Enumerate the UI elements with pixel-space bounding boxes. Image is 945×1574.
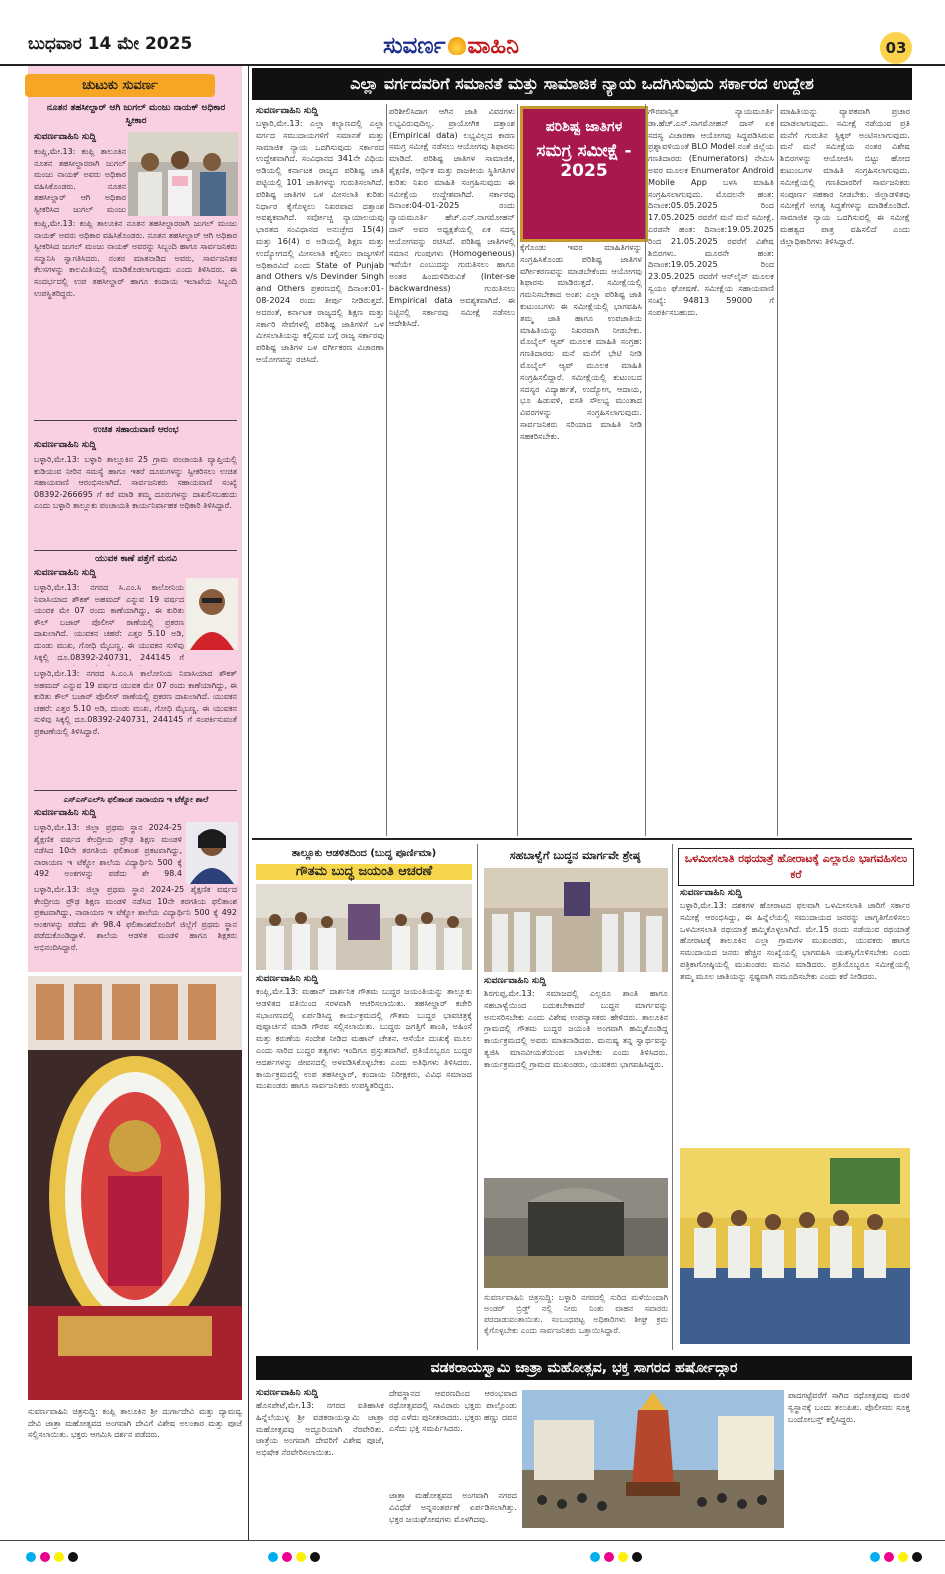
page-number: 03 bbox=[880, 32, 912, 64]
column-rule bbox=[645, 104, 646, 836]
column-rule bbox=[672, 844, 673, 1350]
peace-byline: ಸುವರ್ಣವಾಹಿನಿ ಸುದ್ದಿ bbox=[484, 976, 547, 986]
registration-mark bbox=[268, 1552, 278, 1562]
lead-column-1: ಬಳ್ಳಾರಿ,ಮೇ.13: ಎಲ್ಲಾ ಕಲ್ಯಾಣದಲ್ಲಿ ಎಲ್ಲಾ ವರ್ಗದ ಸಮುದಾಯಗಳಿಗೆ ಸಮಾನತೆ ಮತ್ತು ಸಾಮಾಜಿಕ ನ್ಯಾಯ ಒದಗಿಸುವುದು ಸರ್ಕಾರದ ಉದ್ದೇಶವಾಗಿದೆ. ಸಂವಿಧಾನದ 341ನೇ ವಿಧಿಯ ಅಡಿಯಲ್ಲಿ ಕರ್ನಾಟಕ ರಾಜ್ಯದ ಪರಿಶಿಷ್ಟ ಜಾತಿ ಪಟ್ಟಿಯಲ್ಲಿ 101 ಜಾತಿಗಳನ್ನು ಗುರುತಿಸಲಾಗಿದೆ. ಪರಿಶಿಷ್ಟ ಜಾತಿಗಳ ಒಳ ಮೀಸಲಾತಿ ಕುರಿತು ನಿರ್ಧಾರ ಕೈಗೊಳ್ಳಲು ನಿಖರವಾದ ದತ್ತಾಂಶ ಅವಶ್ಯಕವಾಗಿದೆ. ಸರ್ವೋಚ್ಚ ನ್ಯಾಯಾಲಯವು ಭಾರತದ ಸಂವಿಧಾನದ ಅನುಚ್ಛೇದ 15(4) ಮತ್ತು 16(4) ರ ಅಡಿಯಲ್ಲಿ ಶಿಕ್ಷಣ ಮತ್ತು ಉದ್ಯೋಗದಲ್ಲಿ ಮೀಸಲಾತಿ ಕಲ್ಪಿಸಲು ರಾಜ್ಯಗಳಿಗೆ ಅಧಿಕಾರವಿದೆ ಎಂದು State of Punjab and Others v/s Devinder Singh and Others ಪ್ರಕರಣದಲ್ಲಿ ದಿನಾಂಕ:01-08-2024 ರಂದು ತೀರ್ಪು ನೀಡಿರುತ್ತದೆ. ಅದರಂತೆ, ಕರ್ನಾಟಕ ರಾಜ್ಯದಲ್ಲಿ ಶಿಕ್ಷಣ ಮತ್ತು ಸರ್ಕಾರಿ ಸೇವೆಗಳಲ್ಲಿ ಪರಿಶಿಷ್ಟ ಜಾತಿಗಳಿಗೆ ಒಳ ಮೀಸಲಾತಿಯನ್ನು ಕಲ್ಪಿಸುವ ಬಗ್ಗೆ ರಾಜ್ಯ ಸರ್ಕಾರವು ಪರಿಶಿಷ್ಟ ಜಾತಿಗಳ ಒಳ ವರ್ಗೀಕರಣ ವಿಚಾರಣಾ ಆಯೋಗವನ್ನು ರಚಿಸಿದೆ. bbox=[256, 118, 384, 364]
buddha-jayanti-photo bbox=[256, 884, 472, 970]
registration-mark bbox=[68, 1552, 78, 1562]
jatra-column-1: ಹೊಸಪೇಟೆ,ಮೇ.13: ನಗರದ ಐತಿಹಾಸಿಕ ಹಿನ್ನೆಲೆಯುಳ್ಳ ಶ್ರೀ ವಡಕರಾಯಸ್ವಾಮಿ ಜಾತ್ರಾ ಮಹೋತ್ಸವವು ಅದ್ದೂರಿಯಾಗಿ ನೆರವೇರಿತು. ಜಾತ್ರೆಯ ಅಂಗವಾಗಿ ದೇವರಿಗೆ ವಿಶೇಷ ಪೂಜೆ, ಅಭಿಷೇಕ ನೆರವೇರಿಸಲಾಯಿತು. bbox=[256, 1400, 384, 1458]
buddha-byline: ಸುವರ್ಣವಾಹಿನಿ ಸುದ್ದಿ bbox=[256, 974, 319, 984]
registration-mark bbox=[26, 1552, 36, 1562]
brief2-text: ಬಳ್ಳಾರಿ,ಮೇ.13: ಬಳ್ಳಾರಿ ತಾಲ್ಲೂಕಿನ 25 ಗ್ರಾಮ ಪಂಚಾಯತಿ ವ್ಯಾಪ್ತಿಯಲ್ಲಿ ಕುಡಿಯುವ ನೀರಿನ ಸಮಸ್ಯೆ ಹಾಗೂ ಇತರೆ ದೂರುಗಳನ್ನು ಸ್ವೀಕರಿಸಲು ಉಚಿತ ಸಹಾಯವಾಣಿ ಆರಂಭಿಸಲಾಗಿದೆ. ಸಾರ್ವಜನಿಕರು ಸಹಾಯವಾಣಿ ಸಂಖ್ಯೆ 08392-266695 ಗೆ ಕರೆ ಮಾಡಿ ತಮ್ಮ ದೂರುಗಳನ್ನು ದಾಖಲಿಸಬಹುದು ಎಂದು ಬಳ್ಳಾರಿ ತಾಲ್ಲೂಕು ಪಂಚಾಯತಿ ಕಾರ್ಯನಿರ್ವಾಹಕ ಅಧಿಕಾರಿ ತಿಳಿಸಿದ್ದಾರೆ. bbox=[34, 455, 237, 511]
brief4-text-top: ಬಳ್ಳಾರಿ,ಮೇ.13: ಜಿಲ್ಲಾ ಪ್ರಥಮ ಸ್ಥಾನ 2024-25 ಶೈಕ್ಷಣಿಕ ವರ್ಷದ ಕೇಂದ್ರೀಯ ಪ್ರೌಢ ಶಿಕ್ಷಣ ಮಂಡಳಿ ನಡೆಸಿದ 10ನೇ ತರಗತಿಯ ಫಲಿತಾಂಶ ಪ್ರಕಟವಾಗಿದ್ದು, ನಾರಾಯಣ ಇ ಟೆಕ್ನೋ ಶಾಲೆಯ ವಿದ್ಯಾರ್ಥಿನಿ 500 ಕ್ಕೆ 492 ಅಂಕಗಳನ್ನು ಪಡೆದು ಶೇ 98.4 bbox=[34, 823, 182, 879]
ribbon-line1: ಪರಿಶಿಷ್ಟ ಜಾತಿಗಳ bbox=[545, 119, 623, 135]
rally-text: ಬಳ್ಳಾರಿ,ಮೇ.13: ದಶಕಗಳ ಹೋರಾಟದ ಫಲವಾಗಿ ಒಳಮೀಸಲಾತಿ ಜಾರಿಗೆ ಸರ್ಕಾರ ಸಮೀಕ್ಷೆ ಆರಂಭಿಸಿದ್ದು, ಈ ಹಿನ್ನೆಲೆಯಲ್ಲಿ ಸಮುದಾಯದ ಜನರನ್ನು ಜಾಗೃತಿಗೊಳಿಸಲು ಒಳಮೀಸಲಾತಿ ರಥಯಾತ್ರೆ ಹಮ್ಮಿಕೊಳ್ಳಲಾಗಿದೆ. ಮೇ.15 ರಂದು ನಡೆಯುವ ರಥಯಾತ್ರೆ ಹೋರಾಟಕ್ಕೆ ತಾಲೂಕಿನ ಎಲ್ಲಾ ಗ್ರಾಮಗಳ ಮುಖಂಡರು, ಯುವಕರು ಹಾಗೂ ಸಮುದಾಯದ ಜನರು ಹೆಚ್ಚಿನ ಸಂಖ್ಯೆಯಲ್ಲಿ ಭಾಗವಹಿಸಿ ಯಶಸ್ವಿಗೊಳಿಸಬೇಕು ಎಂದು ಪತ್ರಿಕಾಗೋಷ್ಠಿಯಲ್ಲಿ ಮುಖಂಡರು ಮನವಿ ಮಾಡಿದರು. ಪ್ರತಿಯೊಬ್ಬರೂ ಸಮೀಕ್ಷೆಯಲ್ಲಿ ತಮ್ಮ ಮೂಲ ಜಾತಿಯನ್ನು ಸ್ಪಷ್ಟವಾಗಿ ನಮೂದಿಸಬೇಕು ಎಂದು ಕರೆ ನೀಡಿದರು. bbox=[680, 900, 910, 981]
rally-byline: ಸುವರ್ಣವಾಹಿನಿ ಸುದ್ದಿ bbox=[680, 888, 743, 898]
registration-mark bbox=[618, 1552, 628, 1562]
peace-event-photo bbox=[484, 868, 668, 972]
brief2-byline: ಸುವರ್ಣವಾಹಿನಿ ಸುದ್ದಿ bbox=[34, 440, 97, 450]
registration-mark bbox=[310, 1552, 320, 1562]
press-meet-photo bbox=[680, 1148, 910, 1344]
buddha-text: ಕಂಪ್ಲಿ,ಮೇ.13: ಮಹಾನ್ ದಾರ್ಶನಿಕ ಗೌತಮ ಬುದ್ಧರ ಜಯಂತಿಯನ್ನು ತಾಲ್ಲೂಕು ಆಡಳಿತದ ವತಿಯಿಂದ ಸರಳವಾಗಿ ಆಚರಿಸಲಾಯಿತು. ತಹಸೀಲ್ದಾರ್ ಕಚೇರಿ ಸಭಾಂಗಣದಲ್ಲಿ ಏರ್ಪಡಿಸಿದ್ದ ಕಾರ್ಯಕ್ರಮದಲ್ಲಿ ಗೌತಮ ಬುದ್ಧರ ಭಾವಚಿತ್ರಕ್ಕೆ ಪುಷ್ಪಾರ್ಚನೆ ಮಾಡಿ ಗೌರವ ಸಲ್ಲಿಸಲಾಯಿತು. ಬುದ್ಧರು ಜಗತ್ತಿಗೆ ಶಾಂತಿ, ಅಹಿಂಸೆ ಮತ್ತು ಕರುಣೆಯ ಸಂದೇಶ ನೀಡಿದ ಮಹಾನ್ ಚೇತನ. ಆಸೆಯೇ ದುಃಖಕ್ಕೆ ಮೂಲ ಎಂದು ಸಾರಿದ ಬುದ್ಧರ ತತ್ವಗಳು ಇಂದಿಗೂ ಪ್ರಸ್ತುತವಾಗಿವೆ. ಪ್ರತಿಯೊಬ್ಬರೂ ಬುದ್ಧರ ಆದರ್ಶಗಳನ್ನು ಜೀವನದಲ್ಲಿ ಅಳವಡಿಸಿಕೊಳ್ಳಬೇಕು ಎಂದು ಅತಿಥಿಗಳು ತಿಳಿಸಿದರು. ಕಾರ್ಯಕ್ರಮದಲ್ಲಿ ಉಪ ತಹಸೀಲ್ದಾರ್, ಕಂದಾಯ ನಿರೀಕ್ಷಕರು, ವಿವಿಧ ಸಮಾಜದ ಮುಖಂಡರು ಹಾಗೂ ಸಾರ್ವಜನಿಕರು ಉಪಸ್ಥಿತರಿದ್ದರು. bbox=[256, 986, 472, 1091]
registration-mark bbox=[898, 1552, 908, 1562]
brief4-byline: ಸುವರ್ಣವಾಹಿನಿ ಸುದ್ದಿ bbox=[34, 808, 97, 818]
brief1-headline: ನೂತನ ತಹಸೀಲ್ದಾರ್ ಆಗಿ ಜುಗಲ್ ಮಂಜು ನಾಯಕ್ ಅಧಿಕಾರ ಸ್ವೀಕಾರ bbox=[46, 103, 226, 126]
brand-part1: ಸುವರ್ಣ bbox=[383, 32, 446, 59]
buddha-headline: ಗೌತಮ ಬುದ್ಧ ಜಯಂತಿ ಆಚರಣೆ bbox=[256, 864, 472, 880]
brief3-headline: ಯುವಕ ಕಾಣೆ ಪತ್ತೆಗೆ ಮನವಿ bbox=[95, 554, 177, 564]
brief2-headline: ಉಚಿತ ಸಹಾಯವಾಣಿ ಆರಂಭ bbox=[93, 425, 179, 435]
lead-column-3: ಕ್ಕೆಗೊಂಡು ಇವರ ಮಾಹಿತಿಗಳನ್ನು ಸಂಗ್ರಹಿಸಿಕೊಂಡು ಪರಿಶಿಷ್ಟ ಜಾತಿಗಳ ವರ್ಗೀಕರಣವನ್ನು ಮಾಡಬೇಕೆಂದು ಆಯೋಗವು ಶಿಫಾರಸು ಮಾಡಿರುತ್ತದೆ. ಸಮೀಕ್ಷೆಯಲ್ಲಿ ಗಮನಿಸಬೇಕಾದ ಅಂಶ: ಎಲ್ಲಾ ಪರಿಶಿಷ್ಟ ಜಾತಿ ಕುಟುಂಬಗಳು ಈ ಸಮೀಕ್ಷೆಯಲ್ಲಿ ಭಾಗವಹಿಸಿ ತಮ್ಮ ಜಾತಿ ಹಾಗೂ ಉಪಜಾತಿಯ ಮಾಹಿತಿಯನ್ನು ನಿಖರವಾಗಿ ನೀಡಬೇಕು. ಮೊಬೈಲ್ ಆ್ಯಪ್ ಮೂಲಕ ಮಾಹಿತಿ ಸಂಗ್ರಹ: ಗಣತಿದಾರರು ಮನೆ ಮನೆಗೆ ಭೇಟಿ ನೀಡಿ ಮೊಬೈಲ್ ಆ್ಯಪ್ ಮೂಲಕ ಮಾಹಿತಿ ಸಂಗ್ರಹಿಸಲಿದ್ದಾರೆ. ಸಮೀಕ್ಷೆಯಲ್ಲಿ ಕುಟುಂಬದ ಸದಸ್ಯರ ವಿದ್ಯಾರ್ಹತೆ, ಉದ್ಯೋಗ, ಆದಾಯ, ಭೂ ಹಿಡುವಳಿ, ವಸತಿ ಸೌಲಭ್ಯ ಮುಂತಾದ ವಿವರಗಳನ್ನು ಸಂಗ್ರಹಿಸಲಾಗುವುದು. ಸಾರ್ವಜನಿಕರು ಸರಿಯಾದ ಮಾಹಿತಿ ನೀಡಿ ಸಹಕರಿಸಬೇಕು. bbox=[520, 242, 642, 441]
registration-mark bbox=[296, 1552, 306, 1562]
registration-mark bbox=[870, 1552, 880, 1562]
column-rule bbox=[477, 844, 478, 1350]
column-rule bbox=[386, 104, 387, 836]
column-rule bbox=[777, 104, 778, 836]
issue-date: ಬುಧವಾರ 14 ಮೇ 2025 bbox=[28, 34, 193, 54]
lead-column-4: ಗೌರವಾನ್ವಿತ ನ್ಯಾಯಮೂರ್ತಿ ಡಾ.ಹೆಚ್.ಎನ್.ನಾಗಮೋಹನ್ ದಾಸ್ ಏಕ ಸದಸ್ಯ ವಿಚಾರಣಾ ಆಯೋಗವು ಸಿದ್ಧಪಡಿಸಿರುವ ಪ್ರಶ್ನಾವಳಿಯಂತೆ BLO Model ನಂತೆ ಜಿಲ್ಲೆಯ ಗಣತಿದಾರರು (Enumerators) ನೇಮಿಸಿ ಅವರ ಮೂಲಕ Enumerator Android Mobile App ಬಳಸಿ ಮಾಹಿತಿ ಸಂಗ್ರಹಿಸಲಾಗುವುದು. ಮೊದಲನೇ ಹಂತ: ದಿನಾಂಕ:05.05.2025 ರಿಂದ 17.05.2025 ರವರೆಗೆ ಮನೆ ಮನೆ ಸಮೀಕ್ಷೆ. ಎರಡನೇ ಹಂತ: ದಿನಾಂಕ:19.05.2025 ರಿಂದ 21.05.2025 ರವರೆಗೆ ವಿಶೇಷ ಶಿಬಿರಗಳು. ಮೂರನೇ ಹಂತ: ದಿನಾಂಕ:19.05.2025 ರಿಂದ 23.05.2025 ರವರೆಗೆ ಆನ್‌ಲೈನ್ ಮೂಲಕ ಸ್ವಯಂ ಘೋಷಣೆ. ಸಮೀಕ್ಷೆಯ ಸಹಾಯವಾಣಿ ಸಂಖ್ಯೆ: 94813 59000 ಗೆ ಸಂಪರ್ಕಿಸಬಹುದು. bbox=[648, 106, 774, 317]
lead-byline: ಸುವರ್ಣವಾಹಿನಿ ಸುದ್ದಿ bbox=[256, 106, 319, 116]
registration-mark bbox=[604, 1552, 614, 1562]
registration-mark bbox=[632, 1552, 642, 1562]
divider bbox=[34, 420, 237, 421]
missing-youth-photo bbox=[186, 578, 238, 650]
temple-deity-photo bbox=[28, 976, 242, 1400]
registration-mark bbox=[884, 1552, 894, 1562]
registration-mark bbox=[40, 1552, 50, 1562]
registration-mark bbox=[912, 1552, 922, 1562]
briefs-section-title: ಚುಟುಕು ಸುವರ್ಣ bbox=[25, 74, 215, 97]
rally-headline: ಒಳಮೀಸಲಾತಿ ರಥಯಾತ್ರೆ ಹೋರಾಟಕ್ಕೆ ಎಲ್ಲಾರೂ ಭಾಗವಹಿಸಲು ಕರೆ bbox=[678, 848, 914, 886]
jatra-column-4: ಪಾದಗಟ್ಟೆವರೆಗೆ ಸಾಗಿದ ರಥೋತ್ಸವವು ಮರಳಿ ಸ್ವಸ್ಥಾನಕ್ಕೆ ಬಂದು ತಲುಪಿತು. ಪೊಲೀಸರು ಸೂಕ್ತ ಬಂದೋಬಸ್ತ್ ಕಲ್ಪಿಸಿದ್ದರು. bbox=[788, 1390, 910, 1424]
brief3-text-top: ಬಳ್ಳಾರಿ,ಮೇ.13: ನಗರದ ಸಿ.ಎಂ.ಸಿ ಕಾಲೋನಿಯ ನಿವಾಸಿಯಾದ ಶೌಕತ್ ಅಹಮದ್ ಎನ್ನುವ 19 ವರ್ಷದ ಯುವಕ ಮೇ 07 ರಂದು ಕಾಣೆಯಾಗಿದ್ದು, ಈ ಕುರಿತು ಕೌಲ್ ಬಜಾರ್ ಪೊಲೀಸ್ ಠಾಣೆಯಲ್ಲಿ ಪ್ರಕರಣ ದಾಖಲಾಗಿದೆ. ಯುವಕನ ಚಹರೆ: ಎತ್ತರ 5.10 ಅಡಿ, ದುಂಡು ಮುಖ, ಗೋಧಿ ಮೈಬಣ್ಣ. ಈ ಯುವಕನ ಸುಳಿವು ಸಿಕ್ಕಲ್ಲಿ ದೂ.08392-240731, 244145 ಗೆ bbox=[34, 583, 184, 662]
ribbon-line2: ಸಮಗ್ರ ಸಮೀಕ್ಷೆ - 2025 bbox=[536, 141, 632, 181]
brief4-headline: ಎಸ್ಎಸ್ಎಲ್‌ಸಿ ಫಲಿತಾಂಶ ನಾರಾಯಣ ಇ ಟೆಕ್ನೋ ಶಾಲೆ bbox=[63, 795, 209, 804]
buddha-kicker: ತಾಲ್ಲೂಕು ಆಡಳಿತದಿಂದ (ಬುದ್ಧ ಪೂರ್ಣಿಮಾ) bbox=[291, 848, 437, 859]
brief3-byline: ಸುವರ್ಣವಾಹಿನಿ ಸುದ್ದಿ bbox=[34, 568, 97, 578]
topper-student-photo bbox=[186, 822, 238, 884]
peace-text: ಶಿರಗುಪ್ಪ,ಮೇ.13: ಸಮಾಜದಲ್ಲಿ ಎಲ್ಲರೂ ಶಾಂತಿ ಹಾಗೂ ಸಹಬಾಳ್ವೆಯಿಂದ ಬದುಕಬೇಕಾದರೆ ಬುದ್ಧನ ಮಾರ್ಗವನ್ನು ಅನುಸರಿಸಬೇಕು ಎಂದು ವಿಶೇಷ ಉಪನ್ಯಾಸಕರು ಹೇಳಿದರು. ತಾಲೂಕಿನ ಗ್ರಾಮದಲ್ಲಿ ಗೌತಮ ಬುದ್ಧರ ಜಯಂತಿ ಅಂಗವಾಗಿ ಹಮ್ಮಿಕೊಂಡಿದ್ದ ಕಾರ್ಯಕ್ರಮದಲ್ಲಿ ಅವರು ಮಾತನಾಡಿದರು. ಮನುಷ್ಯ ತನ್ನ ಸ್ವಾರ್ಥವನ್ನು ತ್ಯಜಿಸಿ ಮಾನವೀಯತೆಯಿಂದ ಬಾಳಬೇಕು ಎಂದು ತಿಳಿಸಿದರು. ಕಾರ್ಯಕ್ರಮದಲ್ಲಿ ಗ್ರಾಮದ ಮುಖಂಡರು, ಯುವಕರು ಭಾಗವಹಿಸಿದ್ದರು. bbox=[484, 988, 668, 1069]
divider bbox=[34, 790, 237, 791]
temple-photo-caption: ಸುವರ್ಣವಾಹಿನಿ ಚಿತ್ರಸುದ್ದಿ: ಕಂಪ್ಲಿ ತಾಲೂಕಿನ ಶ್ರೀ ದುರ್ಗಾದೇವಿ ಮತ್ತು ದ್ಯಾಮವ್ವ ದೇವಿ ಜಾತ್ರಾ ಮಹೋತ್ಸವದ ಅಂಗವಾಗಿ ದೇವಿಗೆ ವಿಶೇಷ ಅಲಂಕಾರ ಮತ್ತು ಪೂಜೆ ಸಲ್ಲಿಸಲಾಯಿತು. ಭಕ್ತರು ಆಗಮಿಸಿ ದರ್ಶನ ಪಡೆದರು. bbox=[28, 1407, 242, 1440]
registration-mark bbox=[54, 1552, 64, 1562]
column-rule bbox=[517, 104, 518, 836]
underpass-caption: ಸುವರ್ಣವಾಹಿನಿ ಚಿತ್ರಸುದ್ದಿ: ಬಳ್ಳಾರಿ ನಗರದಲ್ಲಿ ಸುರಿದ ಮಳೆಯಿಂದಾಗಿ ಅಂಡರ್ ಬ್ರಿಡ್ಜ್ ನಲ್ಲಿ ನೀರು ನಿಂತು ವಾಹನ ಸವಾರರು ಪರದಾಡುವಂತಾಯಿತು. ಸಂಬಂಧಪಟ್ಟ ಅಧಿಕಾರಿಗಳು ಶೀಘ್ರ ಕ್ರಮ ಕೈಗೊಳ್ಳಬೇಕು ಎಂದು ಸಾರ್ವಜನಿಕರು ಒತ್ತಾಯಿಸಿದ್ದಾರೆ. bbox=[484, 1293, 668, 1335]
jatra-byline: ಸುವರ್ಣವಾಹಿನಿ ಸುದ್ದಿ bbox=[256, 1388, 319, 1398]
flooded-underpass-photo bbox=[484, 1178, 668, 1288]
lead-banner-headline: ಎಲ್ಲಾ ವರ್ಗದವರಿಗೆ ಸಮಾನತೆ ಮತ್ತು ಸಾಮಾಜಿಕ ನ್ಯಾಯ ಒದಗಿಸುವುದು ಸರ್ಕಾರದ ಉದ್ದೇಶ bbox=[252, 68, 912, 100]
divider bbox=[252, 838, 912, 840]
brief1-text: ಕಂಪ್ಲಿ,ಮೇ.13: ಕಂಪ್ಲಿ ತಾಲೂಕಿನ ನೂತನ ತಹಸೀಲ್ದಾರರಾಗಿ ಜುಗಲ್ ಮಂಜು ನಾಯಕ್ ಅವರು ಅಧಿಕಾರ ವಹಿಸಿಕೊಂಡರು. ನೂತನ ತಹಸೀಲ್ದಾರ್ ಆಗಿ ಅಧಿಕಾರ ಸ್ವೀಕರಿಸಿದ ಜುಗಲ್ ಮಂಜು ನಾಯಕ್ ಅವರನ್ನು ಸಿಬ್ಬಂದಿ ಹಾಗೂ ಸಾರ್ವಜನಿಕರು ಸನ್ಮಾನಿಸಿ ಸ್ವಾಗತಿಸಿದರು. ನಂತರ ಮಾತನಾಡಿದ ಅವರು, ಸಾರ್ವಜನಿಕರ ಕೆಲಸಗಳನ್ನು ಕಾಲಮಿತಿಯಲ್ಲಿ ಮಾಡಿಕೊಡಲಾಗುವುದು ಎಂದು ತಿಳಿಸಿದರು. ಈ ಸಂದರ್ಭದಲ್ಲಿ ಉಪ ತಹಸೀಲ್ದಾರ್ ಹಾಗೂ ಕಂದಾಯ ಇಲಾಖೆಯ ಸಿಬ್ಬಂದಿ ಉಪಸ್ಥಿತರಿದ್ದರು. bbox=[34, 219, 237, 298]
brand-logo bbox=[383, 32, 519, 59]
jatra-headline: ವಡಕರಾಯಸ್ವಾಮಿ ಜಾತ್ರಾ ಮಹೋತ್ಸವ, ಭಕ್ತ ಸಾಗರದ ಹರ್ಷೋದ್ಗಾರ bbox=[256, 1356, 912, 1380]
masthead bbox=[0, 0, 945, 66]
footer-rule bbox=[0, 1540, 945, 1541]
registration-mark bbox=[590, 1552, 600, 1562]
brief4-text: ಬಳ್ಳಾರಿ,ಮೇ.13: ಜಿಲ್ಲಾ ಪ್ರಥಮ ಸ್ಥಾನ 2024-25 ಶೈಕ್ಷಣಿಕ ವರ್ಷದ ಕೇಂದ್ರೀಯ ಪ್ರೌಢ ಶಿಕ್ಷಣ ಮಂಡಳಿ ನಡೆಸಿದ 10ನೇ ತರಗತಿಯ ಫಲಿತಾಂಶ ಪ್ರಕಟವಾಗಿದ್ದು, ನಾರಾಯಣ ಇ ಟೆಕ್ನೋ ಶಾಲೆಯ ವಿದ್ಯಾರ್ಥಿನಿ 500 ಕ್ಕೆ 492 ಅಂಕಗಳನ್ನು ಪಡೆದು ಶೇ 98.4 ಫಲಿತಾಂಶದೊಂದಿಗೆ ಜಿಲ್ಲೆಗೆ ಪ್ರಥಮ ಸ್ಥಾನ ಪಡೆದುಕೊಂಡಿದ್ದಾಳೆ. ಶಾಲೆಯ ಆಡಳಿತ ಮಂಡಳಿ ಹಾಗೂ ಶಿಕ್ಷಕರು ಅಭಿನಂದಿಸಿದ್ದಾರೆ. bbox=[34, 885, 237, 952]
brief1-byline: ಸುವರ್ಣವಾಹಿನಿ ಸುದ್ದಿ bbox=[34, 132, 97, 142]
flame-icon bbox=[448, 37, 466, 55]
jatra-column-3: ಜಾತ್ರಾ ಮಹೋತ್ಸವದ ಅಂಗವಾಗಿ ನಗರದ ವಿವಿಧೆಡೆ ಅನ್ನಸಂತರ್ಪಣೆ ಏರ್ಪಡಿಸಲಾಗಿತ್ತು. ಭಕ್ತರ ಜಯಘೋಷಗಳು ಮೊಳಗಿದವು. bbox=[389, 1490, 517, 1524]
lead-column-2: ಪರಿಶೀಲಿಸಿದಾಗ ಆಗಿನ ಜಾತಿ ವಿವರಗಳು ಲಭ್ಯವಿರುವುದಿಲ್ಲ. ಪ್ರಾಯೋಗಿಕ ದತ್ತಾಂಶ (Empirical data) ಲಭ್ಯವಿಲ್ಲದ ಕಾರಣ ಸಮಗ್ರ ಸಮೀಕ್ಷೆ ನಡೆಸಲು ಆಯೋಗವು ಶಿಫಾರಸು ಮಾಡಿದೆ. ಪರಿಶಿಷ್ಟ ಜಾತಿಗಳ ಸಾಮಾಜಿಕ, ಶೈಕ್ಷಣಿಕ, ಆರ್ಥಿಕ ಮತ್ತು ರಾಜಕೀಯ ಸ್ಥಿತಿಗತಿಗಳ ಕುರಿತು ನಿಖರ ಮಾಹಿತಿ ಸಂಗ್ರಹಿಸುವುದು ಈ ಸಮೀಕ್ಷೆಯ ಉದ್ದೇಶವಾಗಿದೆ. ಸರ್ಕಾರವು ದಿನಾಂಕ:04-01-2025 ರಂದು ನ್ಯಾಯಮೂರ್ತಿ ಹೆಚ್.ಎನ್.ನಾಗಮೋಹನ್ ದಾಸ್ ಅವರ ಅಧ್ಯಕ್ಷತೆಯಲ್ಲಿ ಏಕ ಸದಸ್ಯ ಆಯೋಗವನ್ನು ರಚಿಸಿದೆ. ಪರಿಶಿಷ್ಟ ಜಾತಿಗಳಲ್ಲಿ ಸಮಾನ ಗುಂಪುಗಳು (Homogeneous) ಇವೆಯೇ ಎಂಬುದನ್ನು ಗುರುತಿಸಲು ಹಾಗೂ ಅಂತರ ಹಿಂದುಳಿದಿರುವಿಕೆ (Inter-se backwardness) ಗುರುತಿಸಲು Empirical data ಅವಶ್ಯಕವಾಗಿದೆ. ಈ ನಿಟ್ಟಿನಲ್ಲಿ ಸರ್ಕಾರವು ಸಮೀಕ್ಷೆ ನಡೆಸಲು ಆದೇಶಿಸಿದೆ. bbox=[389, 106, 515, 329]
chariot-festival-photo bbox=[522, 1390, 784, 1528]
lead-column-5: ಮಾಹಿತಿಯನ್ನು ವ್ಯಾಪಕವಾಗಿ ಪ್ರಚಾರ ಮಾಡಲಾಗುವುದು. ಸಮೀಕ್ಷೆ ನಡೆಯುವ ಪ್ರತಿ ಮನೆಗೆ ಗುರುತಿನ ಸ್ಟಿಕ್ಕರ್ ಅಂಟಿಸಲಾಗುವುದು. ಮನೆ ಮನೆ ಸಮೀಕ್ಷೆಯ ನಂತರ ವಿಶೇಷ ಶಿಬಿರಗಳನ್ನು ಆಯೋಜಿಸಿ ಬಿಟ್ಟು ಹೋದ ಕುಟುಂಬಗಳ ಮಾಹಿತಿ ಸಂಗ್ರಹಿಸಲಾಗುವುದು. ಸಮೀಕ್ಷೆಯಲ್ಲಿ ಗಣತಿದಾರರಿಗೆ ಸಾರ್ವಜನಿಕರು ಸಂಪೂರ್ಣ ಸಹಕಾರ ನೀಡಬೇಕು. ಜಿಲ್ಲಾಡಳಿತವು ಸಮೀಕ್ಷೆಗೆ ಅಗತ್ಯ ಸಿದ್ಧತೆಗಳನ್ನು ಮಾಡಿಕೊಂಡಿದೆ. ಸಾಮಾಜಿಕ ನ್ಯಾಯ ಒದಗಿಸುವಲ್ಲಿ ಈ ಸಮೀಕ್ಷೆ ಮಹತ್ವದ ಪಾತ್ರ ವಹಿಸಲಿದೆ ಎಂದು ಜಿಲ್ಲಾಧಿಕಾರಿಗಳು ತಿಳಿಸಿದ್ದಾರೆ. bbox=[780, 106, 910, 246]
jatra-column-2: ದೇವಸ್ಥಾನದ ಆವರಣದಿಂದ ಆರಂಭವಾದ ರಥೋತ್ಸವದಲ್ಲಿ ಸಾವಿರಾರು ಭಕ್ತರು ಪಾಲ್ಗೊಂಡು ರಥ ಎಳೆದು ಪುನೀತರಾದರು. ಭಕ್ತರು ಹಣ್ಣು ದವನ ಎಸೆದು ಭಕ್ತಿ ಸಮರ್ಪಿಸಿದರು. bbox=[389, 1388, 517, 1434]
tahsildar-photo bbox=[128, 132, 238, 216]
peace-headline: ಸಹಬಾಳ್ವೆಗೆ ಬುದ್ಧನ ಮಾರ್ಗವೇ ಶ್ರೇಷ್ಠ bbox=[509, 849, 641, 862]
column-rule bbox=[248, 66, 249, 1540]
brief3-text: ಬಳ್ಳಾರಿ,ಮೇ.13: ನಗರದ ಸಿ.ಎಂ.ಸಿ ಕಾಲೋನಿಯ ನಿವಾಸಿಯಾದ ಶೌಕತ್ ಅಹಮದ್ ಎನ್ನುವ 19 ವರ್ಷದ ಯುವಕ ಮೇ 07 ರಂದು ಕಾಣೆಯಾಗಿದ್ದು, ಈ ಕುರಿತು ಕೌಲ್ ಬಜಾರ್ ಪೊಲೀಸ್ ಠಾಣೆಯಲ್ಲಿ ಪ್ರಕರಣ ದಾಖಲಾಗಿದೆ. ಯುವಕನ ಚಹರೆ: ಎತ್ತರ 5.10 ಅಡಿ, ದುಂಡು ಮುಖ, ಗೋಧಿ ಮೈಬಣ್ಣ. ಈ ಯುವಕನ ಸುಳಿವು ಸಿಕ್ಕಲ್ಲಿ ದೂ.08392-240731, 244145 ಗೆ ಸಂಪರ್ಕಿಸುವಂತೆ ಪ್ರಕಟಣೆಯಲ್ಲಿ ತಿಳಿಸಿದ್ದಾರೆ. bbox=[34, 669, 237, 736]
brief1-text-top: ಕಂಪ್ಲಿ,ಮೇ.13: ಕಂಪ್ಲಿ ತಾಲೂಕಿನ ನೂತನ ತಹಸೀಲ್ದಾರರಾಗಿ ಜುಗಲ್ ಮಂಜು ನಾಯಕ್ ಅವರು ಅಧಿಕಾರ ವಹಿಸಿಕೊಂಡರು. ನೂತನ ತಹಸೀಲ್ದಾರ್ ಆಗಿ ಅಧಿಕಾರ ಸ್ವೀಕರಿಸಿದ ಜುಗಲ್ ಮಂಜು bbox=[34, 147, 126, 214]
registration-mark bbox=[282, 1552, 292, 1562]
divider bbox=[34, 550, 237, 551]
survey-ribbon-box bbox=[520, 106, 648, 242]
brand-part2: ವಾಹಿನಿ bbox=[467, 32, 519, 59]
